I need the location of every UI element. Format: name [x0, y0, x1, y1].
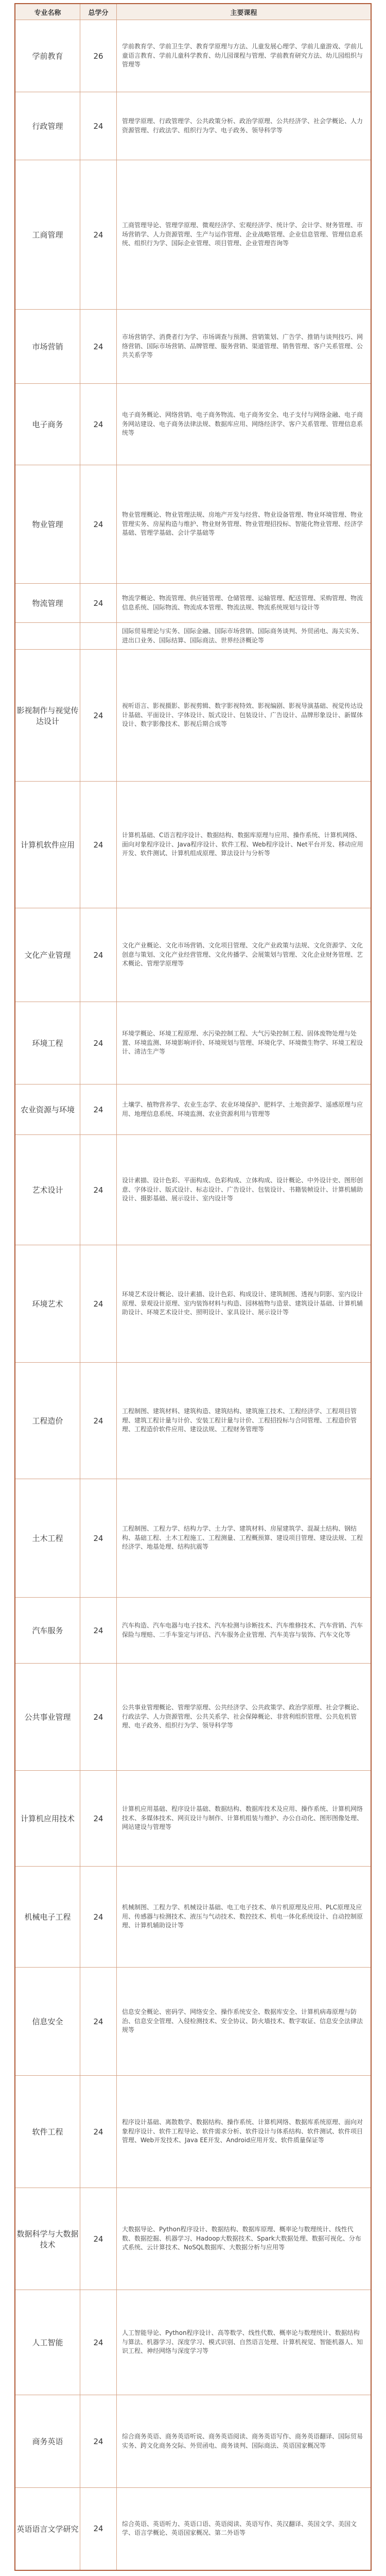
- table-row: [15, 1664, 371, 1771]
- courses-cell: 机械制图、工程力学、机械设计基础、电工电子技术、单片机原理及应用、PLC原理及应用、传感器与检测技术、液压与气动技术、数控技术、机电一体化系统设计、自动控制原理、计算机辅助设计等: [117, 1867, 372, 1968]
- table-row: [15, 1598, 371, 1664]
- major-name-cell: 学前教育: [15, 20, 80, 92]
- table-row: [15, 2290, 371, 2395]
- credit-cell: 24: [80, 1135, 117, 1245]
- courses-cell: 学前教育学、学前卫生学、教育学原理与方法、儿童发展心理学、学前儿童游戏、学前儿童语言教育、学前儿童科学教育、幼儿园课程与管理、学前教育研究方法、幼儿园组织与管理等: [117, 20, 372, 92]
- credit-cell: 26: [80, 20, 117, 92]
- major-name-cell: 计算机应用技术: [15, 1771, 80, 1867]
- major-table-1: [14, 3, 372, 2571]
- major-name-cell: 土木工程: [15, 1479, 80, 1598]
- table-row: [15, 92, 371, 160]
- table-row: [15, 1245, 371, 1363]
- credit-cell: 24: [80, 2076, 117, 2188]
- table-row: [15, 1771, 371, 1867]
- courses-cell: 计算机应用基础、程序设计基础、数据结构、数据库技术及应用、操作系统、计算机网络技术、多媒体技术、网页设计与制作、计算机组装与维护、办公自动化、图形图像处理、网站建设与管理等: [117, 1771, 372, 1867]
- credit-cell: 24: [80, 1664, 117, 1771]
- major-name-cell: 电子商务: [15, 384, 80, 465]
- credit-cell: 24: [80, 92, 117, 160]
- credit-cell: 24: [80, 1867, 117, 1968]
- table-row: [15, 1968, 371, 2076]
- credit-cell: 24: [80, 2290, 117, 2395]
- header-courses: 主要课程: [117, 4, 372, 20]
- credit-cell: 24: [80, 908, 117, 1002]
- major-name-cell: 市场营销: [15, 310, 80, 384]
- table-row: [15, 2395, 371, 2488]
- major-name-cell: 工商管理: [15, 160, 80, 310]
- credit-cell: 24: [80, 1968, 117, 2076]
- table-row: [15, 2188, 371, 2290]
- major-name-cell: 英语语言文学研究: [15, 2488, 80, 2570]
- major-name-cell: 计算机软件应用: [15, 782, 80, 908]
- table-row: [15, 1867, 371, 1968]
- major-name-cell: 影视制作与视觉传达设计: [15, 650, 80, 782]
- courses-cell: 物业管理概论、物业管理法规、房地产开发与经营、物业设备管理、物业环境管理、物业管理实务、房屋构造与维护、物业财务管理、物业管理招投标、智能化物业管理、经济学基础、管理学基础、会计学基础等: [117, 465, 372, 584]
- header-credit: 总学分: [80, 4, 117, 20]
- table-row: [15, 310, 371, 384]
- table-row: [15, 160, 371, 310]
- courses-cell: 环境学概论、环境工程原理、水污染控制工程、大气污染控制工程、固体废物处理与处置、环境监测、环境影响评价、环境规划与管理、环境化学、环境微生物学、环境工程设计、清洁生产等: [117, 1002, 372, 1084]
- courses-cell: 综合商务英语、商务英语听说、商务英语阅读、商务英语写作、商务英语翻译、国际贸易实务、跨文化商务交际、外贸函电、商务谈判、国际商法、英语国家概况等: [117, 2395, 372, 2488]
- courses-cell: 程序设计基础、离散数学、数据结构、操作系统、计算机网络、数据库系统原理、面向对象程序设计、软件工程导论、软件需求分析、软件设计与体系结构、软件测试、软件项目管理、Web开发技术、Java EE开发、Android应用开发、软件质量保证等: [117, 2076, 372, 2188]
- table-row: [15, 1002, 371, 1084]
- table-row: [15, 1084, 371, 1135]
- major-name-cell: 数据科学与大数据技术: [15, 2188, 80, 2290]
- table-row: [15, 20, 371, 92]
- major-name-cell: 信息安全: [15, 1968, 80, 2076]
- courses-cell: 人工智能导论、Python程序设计、高等数学、线性代数、概率论与数理统计、数据结构与算法、机器学习、深度学习、模式识别、自然语言处理、计算机视觉、智能机器人、知识工程、神经网络与深度学习等: [117, 2290, 372, 2395]
- major-name-cell: 软件工程: [15, 2076, 80, 2188]
- table-row: [15, 2488, 371, 2570]
- major-name-cell: 农业资源与环境: [15, 1084, 80, 1135]
- major-name-cell: 汽车服务: [15, 1598, 80, 1664]
- courses-cell: 计算机基础、C语言程序设计、数据结构、数据库原理与应用、操作系统、计算机网络、面向对象程序设计、Java程序设计、软件工程、Web程序设计、Net平台开发、移动应用开发、软件测试、计算机组成原理、算法设计与分析等: [117, 782, 372, 908]
- major-name-cell: 工程造价: [15, 1363, 80, 1479]
- credit-cell: 24: [80, 465, 117, 584]
- major-name-cell: 物流管理: [15, 584, 80, 623]
- major-name-cell: 艺术设计: [15, 1135, 80, 1245]
- credit-cell: 24: [80, 1479, 117, 1598]
- courses-cell: 文化产业概论、文化市场营销、文化项目管理、文化产业政策与法规、文化资源学、文化创意与策划、文化产业经营管理、文化传播学、会展策划与管理、文化企业财务管理、艺术概论、管理学原理等: [117, 908, 372, 1002]
- courses-cell: 公共事业管理概论、管理学原理、公共经济学、公共政策学、政治学原理、社会学概论、行政法学、人力资源管理、公共关系学、社会保障概论、非营利组织管理、公共危机管理、电子政务、组织行为学、领导科学等: [117, 1664, 372, 1771]
- table-body-1: [15, 20, 371, 2570]
- courses-cell: 大数据导论、Python程序设计、数据结构、数据库原理、概率论与数理统计、线性代数、数据挖掘、机器学习、Hadoop大数据技术、Spark大数据处理、数据可视化、分布式系统、云计算技术、NoSQL数据库、大数据分析与应用等: [117, 2188, 372, 2290]
- courses-cell: 管理学原理、行政管理学、公共政策分析、政治学原理、公共经济学、社会学概论、人力资源管理、行政法学、组织行为学、电子政务、领导科学等: [117, 92, 372, 160]
- table-row: [15, 782, 371, 908]
- credit-cell: 24: [80, 1084, 117, 1135]
- major-name-cell: 文化产业管理: [15, 908, 80, 1002]
- table-row: [15, 1363, 371, 1479]
- table-row: [15, 465, 371, 584]
- courses-cell: 工程制图、建筑材料、建筑构造、建筑结构、建筑施工技术、工程经济学、工程项目管理、建筑工程计量与计价、安装工程计量与计价、工程招投标与合同管理、工程造价管理、工程造价软件应用、建设法规、工程财务管理等: [117, 1363, 372, 1479]
- courses-cell: 环境艺术设计概论、设计素描、设计色彩、构成设计、建筑制图、透视与阴影、室内设计原理、景观设计原理、室内装饰材料与构造、园林植物与造景、建筑设计基础、计算机辅助设计、环境艺术设计史、照明设计、家具设计、展示设计等: [117, 1245, 372, 1363]
- table-header-row: [15, 4, 371, 20]
- courses-cell: 工商管理导论、管理学原理、微观经济学、宏观经济学、统计学、会计学、财务管理、市场营销学、人力资源管理、生产与运作管理、企业战略管理、企业信息管理、管理信息系统、组织行为学、国际企业管理、项目管理、企业管理咨询等: [117, 160, 372, 310]
- table-row: [15, 908, 371, 1002]
- courses-cell: 市场营销学、消费者行为学、市场调查与预测、营销策划、广告学、推销与谈判技巧、网络营销、国际市场营销、品牌管理、服务营销、渠道管理、销售管理、客户关系管理、公共关系学等: [117, 310, 372, 384]
- credit-cell: 24: [80, 1363, 117, 1479]
- courses-cell: 视听语言、影视摄影、影视剪辑、数字影视特效、影视编剧、影视导演基础、视觉传达设计基础、平面设计、字体设计、版式设计、包装设计、广告设计、品牌形象设计、新媒体设计、数字影像技术、影视后期合成等: [117, 650, 372, 782]
- major-name-cell: 环境艺术: [15, 1245, 80, 1363]
- credit-cell: 24: [80, 160, 117, 310]
- credit-cell: 24: [80, 2488, 117, 2570]
- major-name-cell: 机械电子工程: [15, 1867, 80, 1968]
- credit-cell: 24: [80, 310, 117, 384]
- credit-cell: 24: [80, 2395, 117, 2488]
- major-name-cell: 公共事业管理: [15, 1664, 80, 1771]
- credit-cell: 24: [80, 1598, 117, 1664]
- credit-cell: 24: [80, 1771, 117, 1867]
- major-name-cell: 行政管理: [15, 92, 80, 160]
- major-name-cell: 人工智能: [15, 2290, 80, 2395]
- credit-cell: 24: [80, 1245, 117, 1363]
- courses-cell: 汽车构造、汽车电器与电子技术、汽车检测与诊断技术、汽车维修技术、汽车营销、汽车保险与理赔、二手车鉴定与评估、汽车服务企业管理、汽车美容与装饰、汽车文化等: [117, 1598, 372, 1664]
- major-name-cell: 商务英语: [15, 2395, 80, 2488]
- credit-cell: 24: [80, 384, 117, 465]
- courses-cell: 综合英语、英语听力、英语口语、英语阅读、英语写作、英汉翻译、英国文学、美国文学、语言学概论、英语国家概况、第二外语等: [117, 2488, 372, 2570]
- major-name-cell: 物业管理: [15, 465, 80, 584]
- credit-cell: [80, 623, 117, 650]
- credit-cell: 24: [80, 2188, 117, 2290]
- courses-cell: 土壤学、植物营养学、农业生态学、农业环境保护、肥料学、土地资源学、遥感原理与应用、地理信息系统、环境监测、农业资源利用与管理等: [117, 1084, 372, 1135]
- courses-cell: 国际贸易理论与实务、国际金融、国际市场营销、国际商务谈判、外贸函电、海关实务、进出口业务、国际结算、国际商法、世界经济概论等: [117, 623, 372, 650]
- major-name-cell: [15, 623, 80, 650]
- credit-cell: 24: [80, 650, 117, 782]
- major-name-cell: 环境工程: [15, 1002, 80, 1084]
- table-row: [15, 1479, 371, 1598]
- courses-cell: 设计素描、设计色彩、平面构成、色彩构成、立体构成、设计概论、中外设计史、图形创意、字体设计、版式设计、标志设计、广告设计、包装设计、书籍装帧设计、计算机辅助设计、摄影基础、展示设计、室内设计等: [117, 1135, 372, 1245]
- table-row: [15, 2076, 371, 2188]
- credit-cell: 24: [80, 584, 117, 623]
- credit-cell: 24: [80, 1002, 117, 1084]
- courses-cell: 信息安全概论、密码学、网络安全、操作系统安全、数据库安全、计算机病毒原理与防治、信息安全管理、入侵检测技术、安全协议、防火墙技术、数字取证、信息安全法律法规等: [117, 1968, 372, 2076]
- courses-cell: 工程制图、工程力学、结构力学、土力学、建筑材料、房屋建筑学、混凝土结构、钢结构、基础工程、土木工程施工、工程测量、工程概预算、建设项目管理、建设法规、工程经济学、地基处理、结构抗震等: [117, 1479, 372, 1598]
- header-major: 专业名称: [15, 4, 80, 20]
- table-row: [15, 1135, 371, 1245]
- table-row: [15, 623, 371, 650]
- table-row: [15, 384, 371, 465]
- credit-cell: 24: [80, 782, 117, 908]
- courses-cell: 电子商务概论、网络营销、电子商务物流、电子商务安全、电子支付与网络金融、电子商务网站建设、电子商务法律法规、数据库应用、网络经济学、客户关系管理、管理信息系统等: [117, 384, 372, 465]
- courses-cell: 物流学概论、物流管理、供应链管理、仓储管理、运输管理、配送管理、采购管理、物流信息系统、国际物流、物流成本管理、物流法规、物流系统规划与设计等: [117, 584, 372, 623]
- table-row: [15, 584, 371, 623]
- table-row: [15, 650, 371, 782]
